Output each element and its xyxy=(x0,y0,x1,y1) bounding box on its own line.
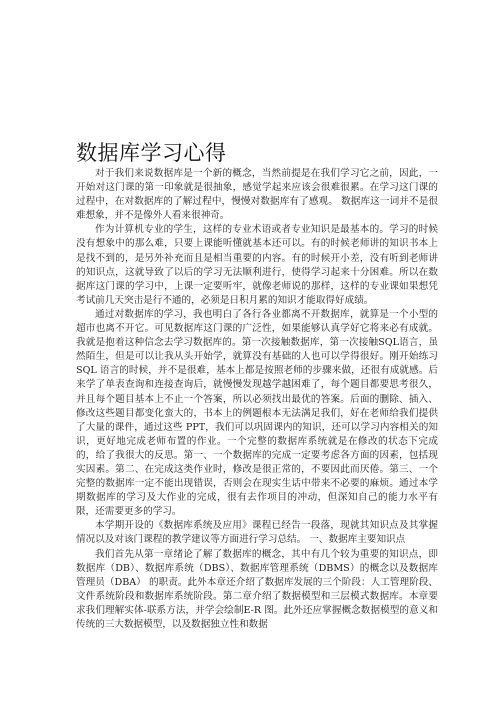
paragraph-course-summary: 本学期开设的《数据库系统及应用》课程已经告一段落，现就其知识点及其掌握情况以及对该门课程的教学建议等方面进行学习总结。 一、数据库主要知识点 xyxy=(76,520,438,546)
paragraph-knowledge-points: 我们首先从第一章绪论了解了数据库的概念，其中有几个较为重要的知识点，即数据库（DB）、数据库系统（DBS）、数据库管理系统（DBMS）的概念以及数据库管理员（DBA） 的职责。此外本章还介绍了数据库发展的三个阶段：人工管理阶段、文件系统阶段和数据库系统阶段。第二章介绍了数据模型和三层模式数据库。本章要求我们理解实体-联系方法，并学会绘制E-R 图。此外还应掌握概念数据模型的意义和传统的三大数据模型，以及数据独立性和数据 xyxy=(76,548,438,630)
document-body xyxy=(76,167,438,632)
document-title: 数据库学习心得 xyxy=(76,141,227,165)
paragraph-study-attitude: 作为计算机专业的学生，这样的专业术语或者专业知识是最基本的。学习的时候没有想象中的那么难，只要上课能听懂就基本还可以。有的时候老师讲的知识书本上是找不到的，是另外补充而且是相当重要的内容。有的时候开小差，没有听到老师讲的知识点，这就导致了以后的学习无法顺利进行，使得学习起来十分困难。所以在数据库这门课的学习中，上课一定要听牢，就像老师说的那样，这样的专业课如果想凭考试前几天突击是行不通的，必须是日积月累的知识才能取得好成绩。 xyxy=(76,224,438,306)
paragraph-learning-experience: 通过对数据库的学习，我也明白了各行各业都离不开数据库，就算是一个小型的超市也离不开它。可见数据库这门课的广泛性，如果能够认真学好它将来必有成就。我就是抱着这种信念去学习数据库的。第一次接触数据库，第一次接触SQL语言，虽然陌生，但是可以让我从头开始学，就算没有基础的人也可以学得很好。刚开始练习 SQL 语言的时候，并不是很难，基本上都是按照老师的步骤来做，还很有成就感。后来学了单表查询和连接查询后，就慢慢发现越学越困难了，每个题目都要思考很久，并且每个题目基本上不止一个答案，所以必须找出最优的答案。后面的删除、插入、修改这些题目都变化蛮大的，书本上的例题根本无法满足我们，好在老师给我们提供了大量的课件，通过这些 PPT，我们可以巩固课内的知识，还可以学习内容相关的知识，更好地完成老师布置的作业。一个完整的数据库系统就是在修改的状态下完成的，给了我很大的反思。第一、一个数据库的完成一定要考虑各方面的因素，包括现实因素。第二、在完成这类作业时，修改是很正常的，不要因此而厌倦。第三、一个完整的数据库一定不能出现错误，否则会在现实生话中带来不必要的麻烦。通过本学期数据库的学习及大作业的完成，很有去作项目的冲动，但深知自己的能力水平有限，还需要更多的学习。 xyxy=(76,308,438,518)
paragraph-intro: 对于我们来说数据库是一个新的概念，当然前提是在我们学习它之前，因此，一开始对这门课的第一印象就是很抽象，感觉学起来应该会很难很累。在学习这门课的过程中，在对数据库的了解过程中，慢慢对数据库有了感观。 数据库这一词并不是很难想象，并不是像外人看来很神奇。 xyxy=(76,168,438,222)
